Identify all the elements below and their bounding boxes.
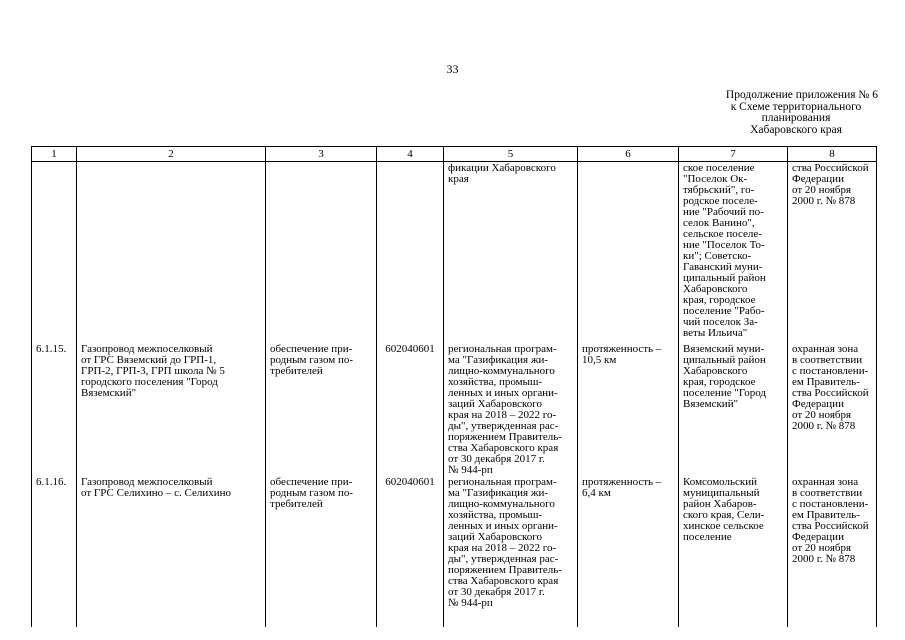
appendix-note: [690, 90, 878, 136]
header-cell-3: 3: [266, 147, 377, 162]
page-number: 33: [446, 62, 459, 76]
cell-object-name: Газопровод межпоселковый от ГРС Селихино – с. Селихино: [77, 476, 266, 627]
header-cell-5: 5: [444, 147, 578, 162]
cell-length: протяженность – 6,4 км: [578, 476, 679, 627]
objects-table: [31, 146, 877, 627]
cell-empty: [578, 162, 679, 344]
appendix-line-1: Продолжение приложения № 6: [725, 89, 878, 101]
cell-number: 6.1.16.: [32, 476, 77, 627]
cell-code: 602040601: [377, 476, 444, 627]
table-row: [32, 343, 877, 476]
cell-program: региональная програм- ма "Газификация жи- лищно-коммунального хозяйства, промыш- ленных и иных органи- заций Хабаровского края на 2018 – 2022 го- ды", утвержденная рас- поряжением Правитель- ства Хабаровского края от 30 декабря 2017 г. № 944-рп: [444, 343, 578, 476]
cell-location: Вяземский муни- ципальный район Хабаровского края, городское поселение "Город Вяземский": [679, 343, 788, 476]
cell-empty: [266, 162, 377, 344]
header-cell-7: 7: [679, 147, 788, 162]
cell-location: Комсомольский муниципальный район Хабаров- ского края, Сели- хинское сельское поселение: [679, 476, 788, 627]
cell-empty: [377, 162, 444, 344]
cell-length: протяженность – 10,5 км: [578, 343, 679, 476]
cell-program: региональная програм- ма "Газификация жи- лищно-коммунального хозяйства, промыш- ленных и иных органи- заций Хабаровского края на 2018 – 2022 го- ды", утвержденная рас- поряжением Правитель- ства Хабаровского края от 30 декабря 2017 г. № 944-рп: [444, 476, 578, 627]
cell-code: 602040601: [377, 343, 444, 476]
cell-program: фикации Хабаровского края: [444, 162, 578, 344]
cell-number: 6.1.15.: [32, 343, 77, 476]
appendix-line-3: планирования: [761, 112, 831, 124]
continuation-row: [32, 162, 877, 344]
cell-object-name: Газопровод межпоселковый от ГРС Вяземский до ГРП-1, ГРП-2, ГРП-3, ГРП школа № 5 городского поселения "Город Вяземский": [77, 343, 266, 476]
header-cell-1: 1: [32, 147, 77, 162]
table-row: [32, 476, 877, 627]
appendix-line-4: Хабаровского края: [750, 123, 842, 136]
cell-zone: ства Российской Федерации от 20 ноября 2000 г. № 878: [788, 162, 877, 344]
header-cell-6: 6: [578, 147, 679, 162]
appendix-line-2: к Схеме территориального: [730, 100, 862, 113]
cell-zone: охранная зона в соответствии с постановлени- ем Правитель- ства Российской Федерации от 20 ноября 2000 г. № 878: [788, 476, 877, 627]
header-cell-8: 8: [788, 147, 877, 162]
cell-empty: [32, 162, 77, 344]
cell-purpose: обеспечение при- родным газом по- требителей: [266, 476, 377, 627]
header-cell-2: 2: [77, 147, 266, 162]
header-row: [32, 147, 877, 162]
cell-purpose: обеспечение при- родным газом по- требителей: [266, 343, 377, 476]
cell-location: ское поселение "Поселок Ок- тябрьский", го- родское поселе- ние "Рабочий по- селок Ванино", сельское поселе- ние "Поселок То- ки"; Советско- Гаванский муни- ципальный район Хабаровского края, городское поселение "Рабо- чий поселок За- веты Ильича": [679, 162, 788, 344]
header-cell-4: 4: [377, 147, 444, 162]
cell-empty: [77, 162, 266, 344]
cell-zone: охранная зона в соответствии с постановлени- ем Правитель- ства Российской Федерации от 20 ноября 2000 г. № 878: [788, 343, 877, 476]
